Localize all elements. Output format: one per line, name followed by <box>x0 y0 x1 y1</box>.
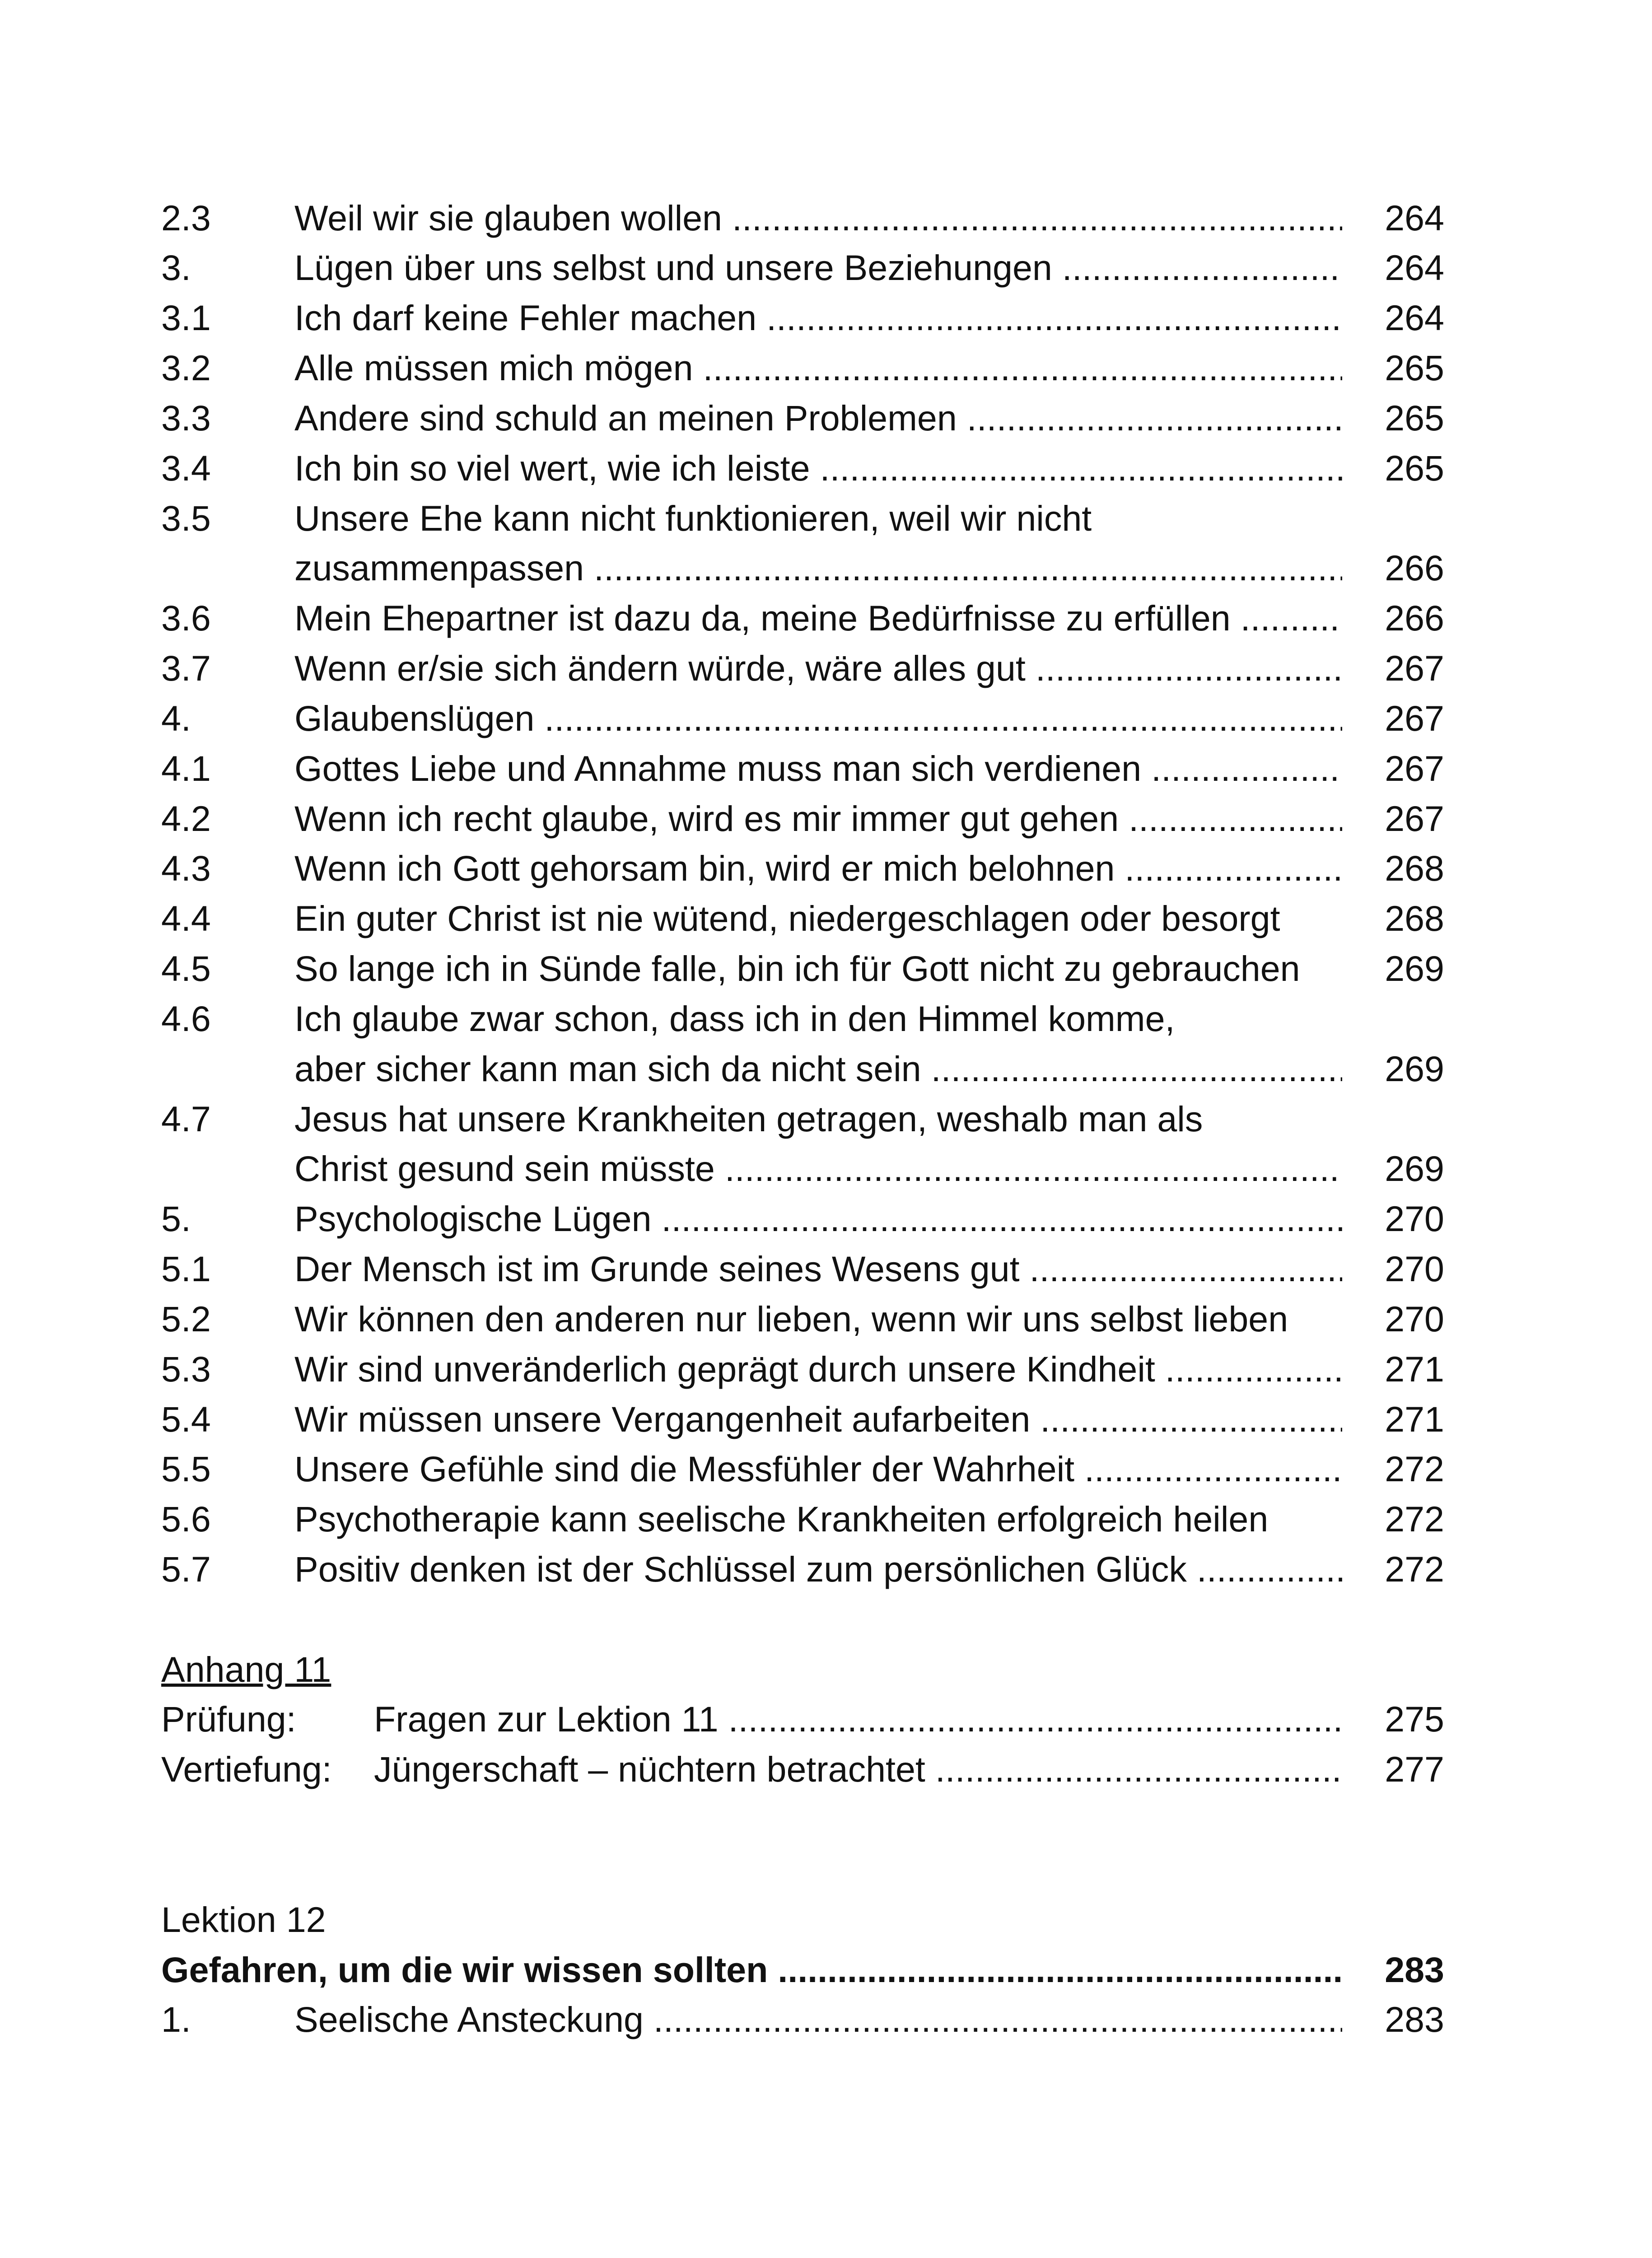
toc-entry-page: 267 <box>1385 698 1444 738</box>
toc-entry-page: 272 <box>1385 1499 1444 1539</box>
toc-entry <box>0 1395 1652 1444</box>
toc-entry-title: Christ gesund sein müsste ..... <box>294 1144 1342 1194</box>
lesson-title-row <box>0 1945 1652 1995</box>
toc-entry-number: 4.3 <box>161 848 211 888</box>
toc-entry-number: 4.1 <box>161 748 211 788</box>
toc-entry-page: 271 <box>1385 1399 1444 1439</box>
toc-entry-title: Wir können den anderen nur lieben, wenn wir uns selbst lieben <box>294 1299 1288 1339</box>
appendix-item-label: Vertiefung: <box>161 1749 332 1789</box>
toc-entry <box>0 894 1652 943</box>
toc-entry-page: 270 <box>1385 1249 1444 1289</box>
toc-entry-page: 269 <box>1385 948 1444 989</box>
toc-entry-page: 264 <box>1385 298 1444 338</box>
toc-entry-title: Ich bin so viel wert, wie ich leiste ..... <box>294 443 1342 493</box>
toc-entry-number: 3.4 <box>161 448 211 488</box>
toc-entry <box>0 593 1652 643</box>
appendix-item-title: Fragen zur Lektion 11 ..... <box>374 1694 1342 1744</box>
toc-entry-title: Psychotherapie kann seelische Krankheiten erfolgreich heilen <box>294 1499 1269 1539</box>
appendix-item <box>0 1694 1652 1744</box>
toc-entry-first-line <box>0 994 1652 1044</box>
toc-entry-number: 5.6 <box>161 1499 211 1539</box>
toc-entry-number: 5.7 <box>161 1549 211 1589</box>
toc-entry-number: 5.4 <box>161 1399 211 1439</box>
toc-entry-number: 5.2 <box>161 1299 211 1339</box>
toc-entry-title: Der Mensch ist im Grunde seines Wesens gut ..... <box>294 1244 1342 1294</box>
toc-entry <box>0 944 1652 994</box>
toc-entry-number: 4.5 <box>161 948 211 989</box>
toc-entry-title: Positiv denken ist der Schlüssel zum persönlichen Glück ..... <box>294 1544 1342 1594</box>
toc-entry-number: 3.3 <box>161 398 211 438</box>
toc-entry-page: 268 <box>1385 848 1444 888</box>
toc-entry <box>0 1494 1652 1544</box>
toc-entry-page: 265 <box>1385 398 1444 438</box>
toc-entry <box>0 1144 1652 1194</box>
toc-entry <box>0 543 1652 593</box>
toc-entry-title: Psychologische Lügen ..... <box>294 1194 1342 1244</box>
toc-entry-title: Wenn ich Gott gehorsam bin, wird er mich belohnen ..... <box>294 844 1342 893</box>
toc-entry-title: Weil wir sie glauben wollen ..... <box>294 193 1342 243</box>
appendix-item-page: 275 <box>1385 1699 1444 1739</box>
toc-entry <box>0 1044 1652 1094</box>
toc-entry <box>0 293 1652 343</box>
toc-entry <box>0 694 1652 743</box>
toc-entry-title: Seelische Ansteckung ..... <box>294 1995 1342 2044</box>
toc-entry-title: Wir müssen unsere Vergangenheit aufarbeiten ..... <box>294 1395 1342 1444</box>
toc-entry-page: 283 <box>1385 1999 1444 2039</box>
toc-entry-page: 268 <box>1385 898 1444 938</box>
toc-entry-page: 269 <box>1385 1148 1444 1189</box>
toc-entry-page: 272 <box>1385 1449 1444 1489</box>
toc-entry-title: So lange ich in Sünde falle, bin ich für Gott nicht zu gebrauchen <box>294 948 1300 989</box>
appendix-item-title: Jüngerschaft – nüchtern betrachtet ..... <box>374 1745 1342 1794</box>
appendix-heading-row <box>0 1645 1652 1694</box>
toc-entry-page: 270 <box>1385 1199 1444 1239</box>
toc-entry-number: 5. <box>161 1199 191 1239</box>
toc-entry <box>0 1244 1652 1294</box>
appendix-item-label: Prüfung: <box>161 1699 296 1739</box>
toc-entry-page: 269 <box>1385 1049 1444 1089</box>
lesson-label-row <box>0 1895 1652 1945</box>
toc-entry-title: Wir sind unveränderlich geprägt durch unsere Kindheit ..... <box>294 1344 1342 1394</box>
toc-entry <box>0 1544 1652 1594</box>
toc-entry <box>0 1995 1652 2044</box>
toc-entry-page: 267 <box>1385 648 1444 688</box>
toc-entry-number: 4.2 <box>161 798 211 839</box>
toc-entry <box>0 443 1652 493</box>
toc-entry-page: 266 <box>1385 598 1444 638</box>
toc-entry-title: aber sicher kann man sich da nicht sein ..... <box>294 1044 1342 1094</box>
toc-entry <box>0 1444 1652 1494</box>
toc-entry-title: Glaubenslügen ..... <box>294 694 1342 743</box>
toc-entry <box>0 343 1652 393</box>
toc-entry <box>0 393 1652 443</box>
toc-entry-number: 1. <box>161 1999 191 2039</box>
appendix-item <box>0 1745 1652 1794</box>
toc-entry-first-line <box>0 1094 1652 1144</box>
toc-entry <box>0 1344 1652 1394</box>
toc-entry-number: 3. <box>161 247 191 288</box>
lesson-label: Lektion 12 <box>161 1899 326 1940</box>
toc-entry-number: 4. <box>161 698 191 738</box>
toc-entry-number: 5.3 <box>161 1349 211 1389</box>
toc-entry-title: Mein Ehepartner ist dazu da, meine Bedürfnisse zu erfüllen ..... <box>294 593 1342 643</box>
toc-entry-page: 271 <box>1385 1349 1444 1389</box>
toc-entry <box>0 243 1652 293</box>
toc-entry-page: 267 <box>1385 748 1444 788</box>
toc-entry <box>0 794 1652 844</box>
toc-entry-number: 4.6 <box>161 998 211 1039</box>
toc-entry-title-line1: Jesus hat unsere Krankheiten getragen, weshalb man als <box>294 1099 1203 1139</box>
toc-entry-number: 5.1 <box>161 1249 211 1289</box>
toc-entry-page: 264 <box>1385 247 1444 288</box>
toc-entry-title: Gottes Liebe und Annahme muss man sich verdienen ..... <box>294 744 1342 793</box>
toc-entry <box>0 844 1652 893</box>
toc-entry-number: 3.2 <box>161 348 211 388</box>
lesson-title-page: 283 <box>1385 1950 1444 1990</box>
toc-entry-number: 5.5 <box>161 1449 211 1489</box>
toc-entry-title: Ich darf keine Fehler machen ..... <box>294 293 1342 343</box>
toc-entry-page: 267 <box>1385 798 1444 839</box>
toc-entry-page: 265 <box>1385 448 1444 488</box>
toc-entry-page: 266 <box>1385 548 1444 588</box>
toc-entry-number: 4.7 <box>161 1099 211 1139</box>
toc-entry-title: Ein guter Christ ist nie wütend, niedergeschlagen oder besorgt <box>294 898 1280 938</box>
toc-entry-number: 4.4 <box>161 898 211 938</box>
toc-entry-title: Wenn er/sie sich ändern würde, wäre alles gut ..... <box>294 644 1342 693</box>
toc-entry <box>0 644 1652 693</box>
toc-entry-first-line <box>0 494 1652 543</box>
toc-entry-page: 272 <box>1385 1549 1444 1589</box>
toc-entry-number: 3.1 <box>161 298 211 338</box>
appendix-heading: Anhang 11 <box>161 1649 331 1689</box>
toc-entry-number: 3.5 <box>161 498 211 538</box>
appendix-item-page: 277 <box>1385 1749 1444 1789</box>
toc-entry-title-line1: Ich glaube zwar schon, dass ich in den Himmel komme, <box>294 998 1175 1039</box>
toc-entry-title-line1: Unsere Ehe kann nicht funktionieren, weil wir nicht <box>294 498 1092 538</box>
toc-entry <box>0 1294 1652 1344</box>
toc-entry-title: Unsere Gefühle sind die Messfühler der Wahrheit ..... <box>294 1444 1342 1494</box>
toc-entry-title: Alle müssen mich mögen ..... <box>294 343 1342 393</box>
toc-entry <box>0 744 1652 793</box>
lesson-title: Gefahren, um die wir wissen sollten ..... <box>161 1945 1342 1995</box>
toc-entry <box>0 193 1652 243</box>
toc-entry-title: Andere sind schuld an meinen Problemen ..... <box>294 393 1342 443</box>
toc-entry-title: Lügen über uns selbst und unsere Beziehungen ..... <box>294 243 1342 293</box>
toc-entry-number: 3.7 <box>161 648 211 688</box>
toc-entry-page: 265 <box>1385 348 1444 388</box>
toc-entry-page: 264 <box>1385 198 1444 238</box>
toc-entry-number: 2.3 <box>161 198 211 238</box>
toc-entry-title: Wenn ich recht glaube, wird es mir immer gut gehen ..... <box>294 794 1342 844</box>
toc-entry <box>0 1194 1652 1244</box>
toc-entry-title: zusammenpassen ..... <box>294 543 1342 593</box>
toc-entry-page: 270 <box>1385 1299 1444 1339</box>
toc-entry-number: 3.6 <box>161 598 211 638</box>
